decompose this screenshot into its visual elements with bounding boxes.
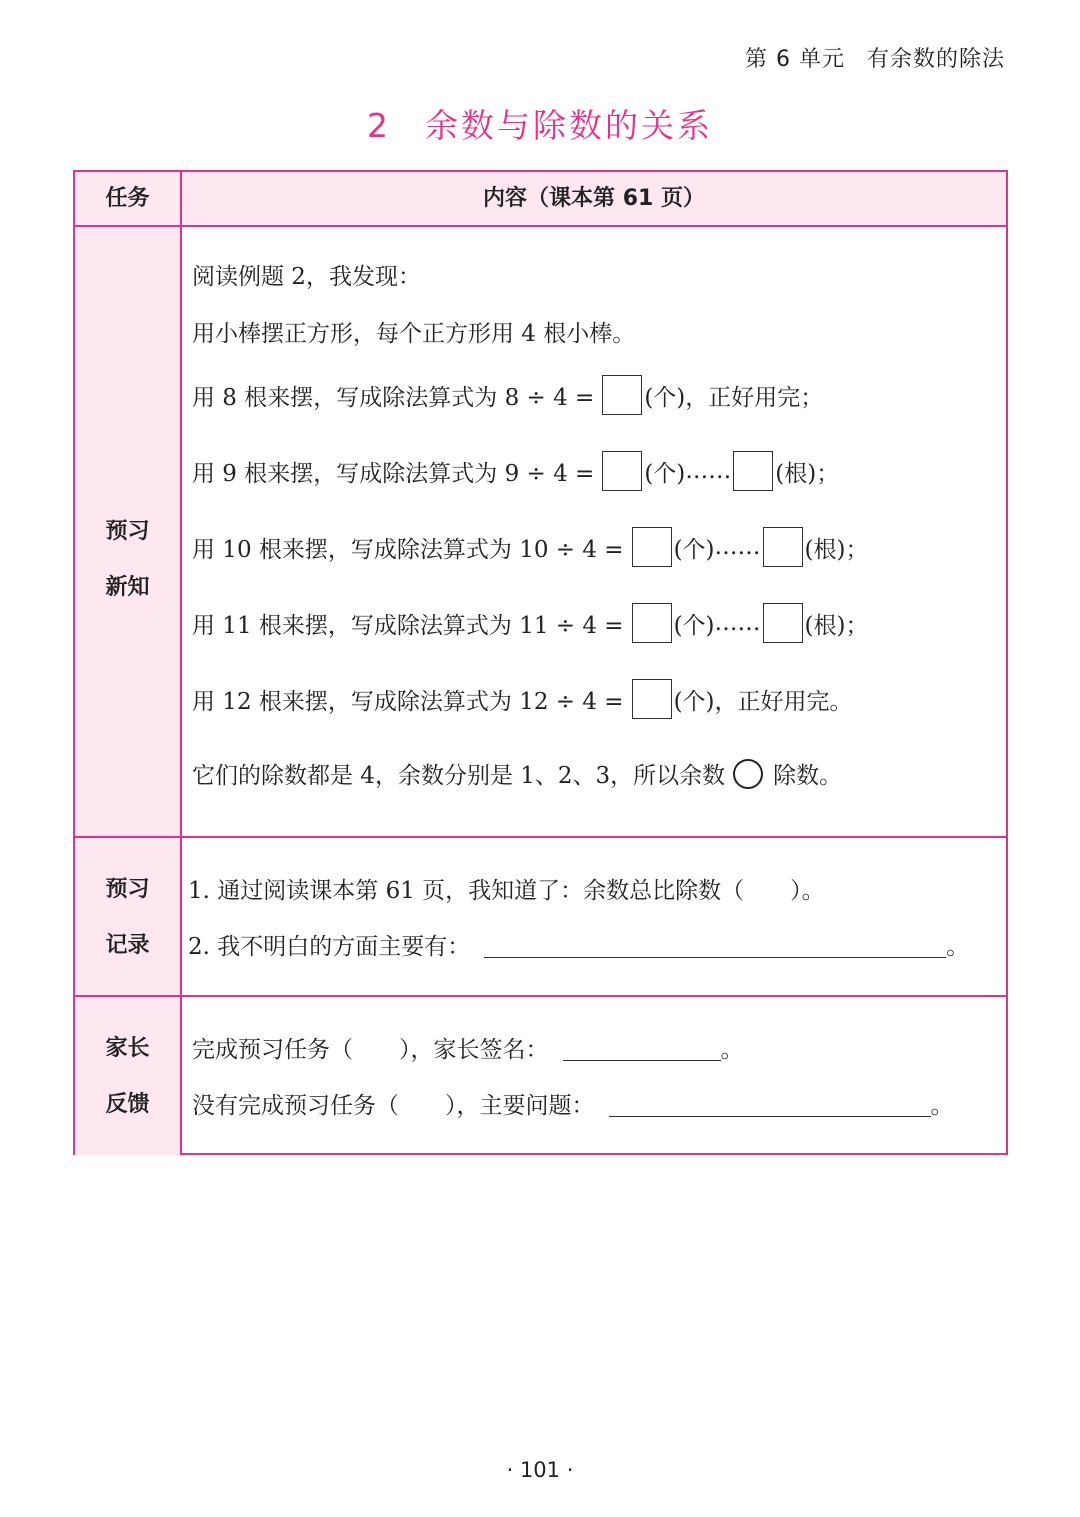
- conclusion-text: 它们的除数都是 4，余数分别是 1、2、3，所以余数: [192, 763, 726, 789]
- record-item-2-text: 2. 我不明白的方面主要有：: [188, 934, 471, 960]
- row-ending: ，正好用完；: [685, 384, 824, 411]
- remainder-ellipsis: ……: [714, 534, 761, 560]
- record-label-1: 预习: [105, 877, 150, 902]
- row-ending: ；: [816, 460, 840, 487]
- feedback-item-2-text: 没有完成预习任务（ ），主要问题：: [192, 1093, 595, 1119]
- row-divider-record: [75, 995, 1006, 997]
- row-ending: ；: [845, 612, 869, 639]
- conclusion-ending: 除数。: [773, 763, 843, 789]
- main-problem-line[interactable]: [609, 1090, 931, 1117]
- head-task-label: 任务: [105, 186, 150, 211]
- quotient-unit: (个): [673, 536, 715, 563]
- feedback-item-1: [192, 1031, 744, 1064]
- record-item-2: [188, 928, 969, 961]
- lesson-title-text: 余数与除数的关系: [425, 106, 713, 145]
- preview-label-2: 新知: [105, 575, 150, 600]
- quotient-answer-box[interactable]: [602, 375, 642, 415]
- row-divider-preview: [75, 836, 1006, 838]
- remainder-unit: (根): [804, 536, 846, 563]
- division-row-11: [192, 603, 868, 643]
- row-divider-head: [75, 225, 1006, 227]
- division-row-10: [192, 527, 868, 567]
- task-column-background: [75, 225, 180, 1155]
- column-divider: [180, 172, 182, 1153]
- record-item-2-end: 。: [946, 934, 970, 960]
- lesson-number: 2: [367, 106, 391, 145]
- quotient-unit: (个): [673, 688, 715, 715]
- feedback-item-2-end: 。: [930, 1093, 954, 1119]
- remainder-answer-box[interactable]: [763, 527, 803, 567]
- feedback-item-1-text: 完成预习任务（ ），家长签名：: [192, 1037, 549, 1063]
- division-equation: 用 12 根来摆，写成除法算式为 12 ÷ 4 =: [192, 688, 624, 715]
- parent-signature-line[interactable]: [563, 1034, 721, 1061]
- page-number: · 101 ·: [506, 1458, 574, 1482]
- feedback-item-2: [192, 1087, 954, 1120]
- remainder-unit: (根): [804, 612, 846, 639]
- record-label-2: 记录: [105, 933, 150, 958]
- division-equation: 用 11 根来摆，写成除法算式为 11 ÷ 4 =: [192, 612, 624, 639]
- unit-number: 第 6 单元: [745, 47, 845, 72]
- feedback-label-2: 反馈: [105, 1092, 150, 1117]
- division-equation: 用 8 根来摆，写成除法算式为 8 ÷ 4 =: [192, 384, 595, 411]
- quotient-unit: (个): [673, 612, 715, 639]
- conclusion-line: [192, 757, 842, 790]
- division-equation: 用 9 根来摆，写成除法算式为 9 ÷ 4 =: [192, 460, 595, 487]
- confusion-answer-line[interactable]: [484, 931, 946, 958]
- division-equation: 用 10 根来摆，写成除法算式为 10 ÷ 4 =: [192, 536, 624, 563]
- comparison-answer-circle[interactable]: [733, 759, 763, 789]
- head-content-label: 内容（课本第 61 页）: [483, 186, 705, 211]
- remainder-answer-box[interactable]: [763, 603, 803, 643]
- remainder-answer-box[interactable]: [733, 451, 773, 491]
- feedback-item-1-end: 。: [720, 1037, 744, 1063]
- row-ending: ，正好用完。: [714, 688, 853, 715]
- quotient-unit: (个): [644, 384, 686, 411]
- unit-header: [745, 42, 1005, 73]
- remainder-ellipsis: ……: [685, 458, 732, 484]
- row-ending: ；: [845, 536, 869, 563]
- remainder-unit: (根): [775, 460, 817, 487]
- lesson-title: [0, 100, 1080, 147]
- feedback-label-1: 家长: [105, 1036, 150, 1061]
- quotient-answer-box[interactable]: [632, 603, 672, 643]
- division-row-8: [192, 375, 823, 415]
- preview-table: [73, 170, 1008, 1155]
- record-item-1: 1. 通过阅读课本第 61 页，我知道了：余数总比除数（ ）。: [188, 878, 825, 904]
- quotient-answer-box[interactable]: [632, 679, 672, 719]
- unit-topic: 有余数的除法: [866, 47, 1005, 72]
- division-row-9: [192, 451, 839, 491]
- quotient-answer-box[interactable]: [632, 527, 672, 567]
- preview-intro: 阅读例题 2，我发现：: [192, 264, 421, 290]
- quotient-unit: (个): [644, 460, 686, 487]
- remainder-ellipsis: ……: [714, 610, 761, 636]
- preview-label-1: 预习: [105, 519, 150, 544]
- preview-setup: 用小棒摆正方形，每个正方形用 4 根小棒。: [192, 321, 636, 347]
- quotient-answer-box[interactable]: [602, 451, 642, 491]
- division-row-12: [192, 679, 853, 719]
